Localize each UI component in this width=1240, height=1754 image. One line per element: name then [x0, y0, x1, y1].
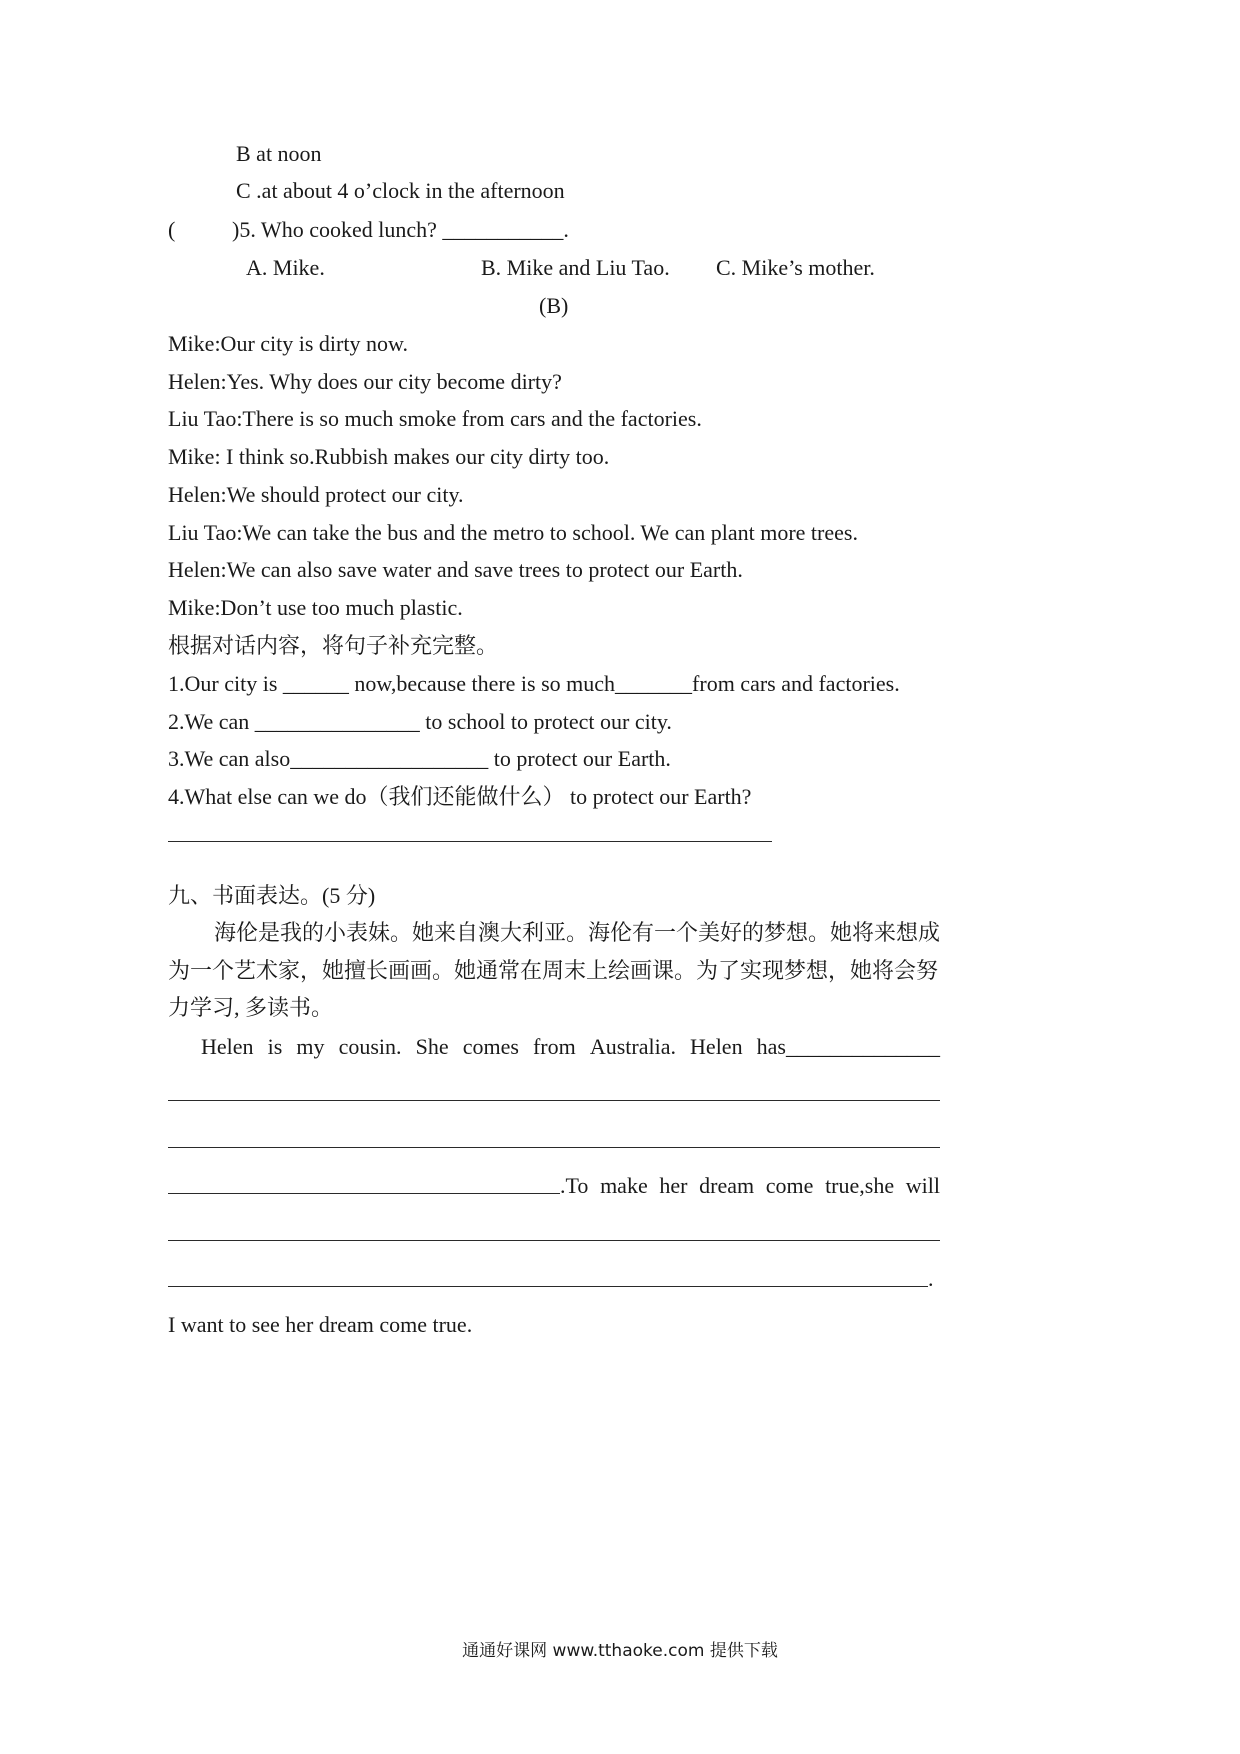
word: her [659, 1173, 688, 1198]
word: .To [560, 1173, 589, 1198]
dialogue-line: Helen:We should protect our city. [168, 482, 464, 507]
writing-prompt-line: 力学习, 多读书。 [168, 995, 334, 1020]
word: make [600, 1173, 648, 1198]
writing-line [168, 1147, 940, 1148]
writing-line [168, 1286, 928, 1287]
dialogue-line: Mike:Don’t use too much plastic. [168, 595, 463, 620]
dialogue-line: Mike: I think so.Rubbish makes our city dirty too. [168, 444, 610, 469]
q4-option-b: B at noon [236, 141, 322, 166]
word: come [765, 1173, 814, 1198]
writing-end-period: . [928, 1266, 934, 1291]
q5-option-c: C. Mike’s mother. [716, 255, 875, 280]
word: is [267, 1034, 283, 1059]
writing-opening-sentence [201, 1033, 940, 1061]
section-9-heading: 九、书面表达。(5 分) [168, 883, 376, 908]
word: true,she [825, 1173, 895, 1198]
word: will [905, 1173, 940, 1198]
section-b-label: (B) [539, 293, 569, 318]
q5-option-b: B. Mike and Liu Tao. [481, 255, 670, 280]
dialogue-line: Liu Tao:There is so much smoke from cars and the factories. [168, 406, 702, 431]
writing-line [168, 1100, 940, 1101]
footer-source: 通通好课网 www.tthaoke.com 提供下载 [462, 1641, 778, 1661]
answer-line [168, 841, 772, 842]
dialogue-line: Mike:Our city is dirty now. [168, 331, 408, 356]
q5-option-a: A. Mike. [246, 255, 325, 280]
word: cousin. [338, 1034, 402, 1059]
word: has______________ [756, 1034, 940, 1059]
word: from [532, 1034, 576, 1059]
word: She [415, 1034, 449, 1059]
fill-item-4: 4.What else can we do（我们还能做什么） to protect our Earth? [168, 784, 752, 809]
q4-option-c: C .at about 4 o’clock in the afternoon [236, 178, 565, 203]
writing-middle-sentence [560, 1172, 940, 1200]
word: dream [699, 1173, 755, 1198]
fill-item-2: 2.We can _______________ to school to protect our city. [168, 709, 672, 734]
dialogue-line: Helen:We can also save water and save trees to protect our Earth. [168, 557, 743, 582]
fill-item-3: 3.We can also__________________ to protect our Earth. [168, 746, 671, 771]
dialogue-line: Liu Tao:We can take the bus and the metro to school. We can plant more trees. [168, 520, 858, 545]
word: Helen [201, 1034, 254, 1059]
writing-prompt-line: 为一个艺术家，她擅长画画。她通常在周末上绘画课。为了实现梦想，她将会努 [168, 958, 939, 983]
writing-line [168, 1240, 940, 1241]
writing-prompt-line: 海伦是我的小表妹。她来自澳大利亚。海伦有一个美好的梦想。她将来想成 [214, 920, 941, 945]
dialogue-line: Helen:Yes. Why does our city become dirty? [168, 369, 562, 394]
fill-item-1: 1.Our city is ______ now,because there is so much_______from cars and factories. [168, 671, 900, 696]
q5-question: )5. Who cooked lunch? ___________. [232, 217, 569, 242]
section-b-instruction: 根据对话内容，将句子补充完整。 [168, 633, 499, 658]
q5-paren: ( [168, 217, 176, 242]
word: Helen [690, 1034, 743, 1059]
word: my [296, 1034, 325, 1059]
word: comes [462, 1034, 519, 1059]
writing-line [168, 1193, 560, 1194]
writing-closing: I want to see her dream come true. [168, 1312, 473, 1337]
word: Australia. [589, 1034, 676, 1059]
